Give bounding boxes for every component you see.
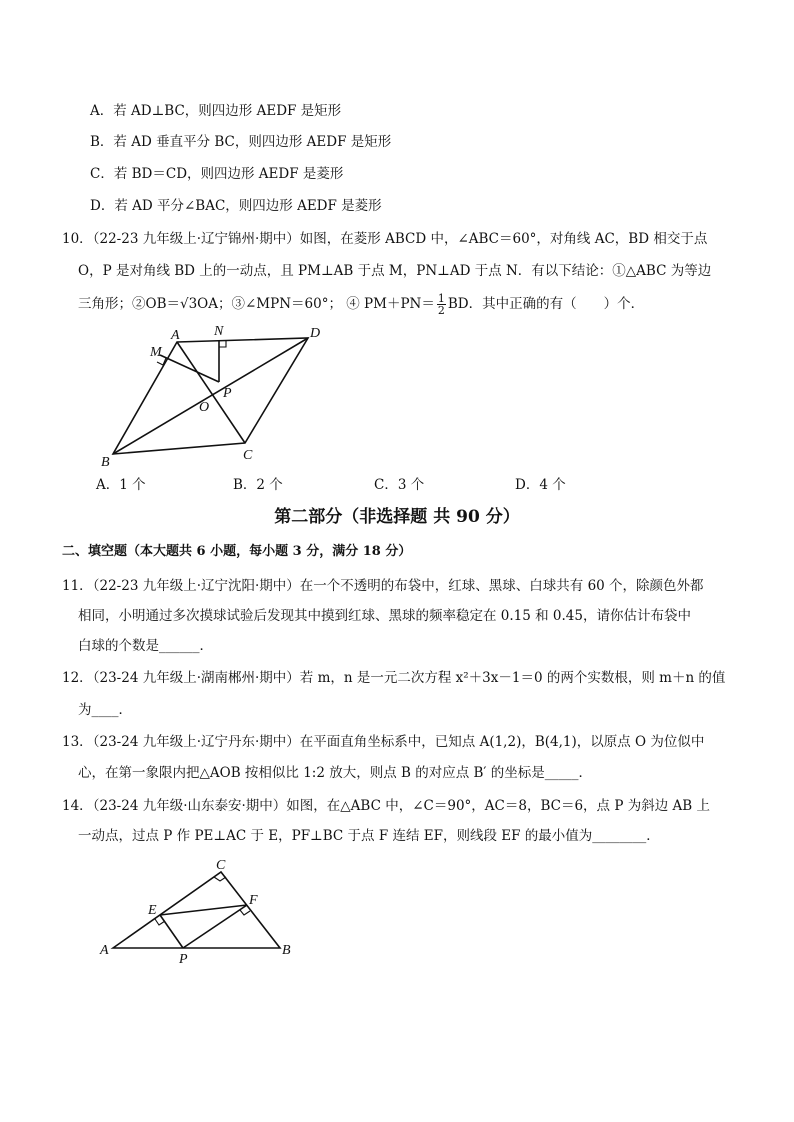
q14-line-2: 一动点，过点 P 作 PE⊥AC 于 E，PF⊥BC 于点 F 连结 EF，则线段 EF 的最小值为________． <box>78 828 660 844</box>
q10-fraction <box>437 293 446 316</box>
q9-option-a: A．若 AD⊥BC，则四边形 AEDF 是矩形 <box>90 103 342 119</box>
q12-line-1: （23-24 九年级上·湖南郴州·期中）若 m，n 是一元二次方程 x²＋3x－1＝0 的两个实数根，则 m＋n 的值 <box>86 670 726 686</box>
q10-label-p: P <box>223 386 232 401</box>
q10-line-3a: 三角形；②OB＝√3OA；③∠MPN＝60°； ④ PM＋PN＝ <box>78 296 435 312</box>
q14-label-p: P <box>179 952 188 967</box>
q10-label-o: O <box>199 400 210 415</box>
q10-rhombus-figure <box>96 318 326 470</box>
q14-triangle-figure <box>94 852 304 968</box>
q14-label-a: A <box>100 943 109 958</box>
q14-number: 14． <box>62 798 93 814</box>
q10-label-a: A <box>171 328 180 343</box>
q9-option-d: D．若 AD 平分∠BAC，则四边形 AEDF 是菱形 <box>90 198 382 214</box>
q13-line-1: （23-24 九年级上·辽宁丹东·期中）在平面直角坐标系中，已知点 A(1,2)，B(4,1)，以原点 O 为位似中 <box>86 734 705 750</box>
q9-option-b: B．若 AD 垂直平分 BC，则四边形 AEDF 是矩形 <box>90 134 392 150</box>
q12-number: 12． <box>62 670 93 686</box>
q10-option-b: B．2 个 <box>233 477 283 493</box>
q10-label-b: B <box>101 455 110 470</box>
q10-option-d: D．4 个 <box>515 477 566 493</box>
section-title: 第二部分（非选择题 共 90 分） <box>274 507 520 527</box>
q10-number: 10． <box>62 231 93 247</box>
q11-line-1: （22-23 九年级上·辽宁沈阳·期中）在一个不透明的布袋中，红球、黑球、白球共有 60 个，除颜色外都 <box>86 578 704 594</box>
q10-label-c: C <box>243 448 253 463</box>
q11-line-2: 相同，小明通过多次摸球试验后发现其中摸到红球、黑球的频率稳定在 0.15 和 0.45，请你估计布袋中 <box>78 608 691 624</box>
q10-line-2: O，P 是对角线 BD 上的一动点，且 PM⊥AB 于点 M，PN⊥AD 于点 N．有以下结论：①△ABC 为等边 <box>78 263 712 279</box>
q13-line-2: 心，在第一象限内把△AOB 按相似比 1:2 放大，则点 B 的对应点 B′ 的坐标是_____． <box>78 765 593 781</box>
q9-option-c: C．若 BD＝CD，则四边形 AEDF 是菱形 <box>90 166 344 182</box>
q14-line-1: （23-24 九年级·山东泰安·期中）如图，在△ABC 中，∠C＝90°，AC＝8，BC＝6，点 P 为斜边 AB 上 <box>86 798 710 814</box>
q10-line-3 <box>78 293 644 316</box>
q14-label-f: F <box>249 893 258 908</box>
q10-option-c: C．3 个 <box>374 477 425 493</box>
q10-label-n: N <box>214 324 224 339</box>
q10-line-1: （22-23 九年级上·辽宁锦州·期中）如图，在菱形 ABCD 中，∠ABC＝60°，对角线 AC，BD 相交于点 <box>86 231 708 247</box>
q13-number: 13． <box>62 734 93 750</box>
q10-fraction-denominator: 2 <box>437 304 445 317</box>
q10-label-m: M <box>150 345 162 360</box>
q11-line-3: 白球的个数是______． <box>78 638 213 654</box>
q14-label-e: E <box>148 903 157 918</box>
q11-number: 11． <box>62 578 93 594</box>
fill-blank-header: 二、填空题（本大题共 6 小题，每小题 3 分，满分 18 分） <box>62 544 412 559</box>
q10-option-a: A．1 个 <box>96 477 146 493</box>
q10-fraction-numerator: 1 <box>437 292 445 305</box>
q14-label-c: C <box>216 858 226 873</box>
q14-label-b: B <box>282 943 291 958</box>
q10-label-d: D <box>310 326 321 341</box>
q10-line-3b: BD．其中正确的有（ ）个． <box>447 296 645 312</box>
q12-line-2: 为____． <box>78 702 132 718</box>
